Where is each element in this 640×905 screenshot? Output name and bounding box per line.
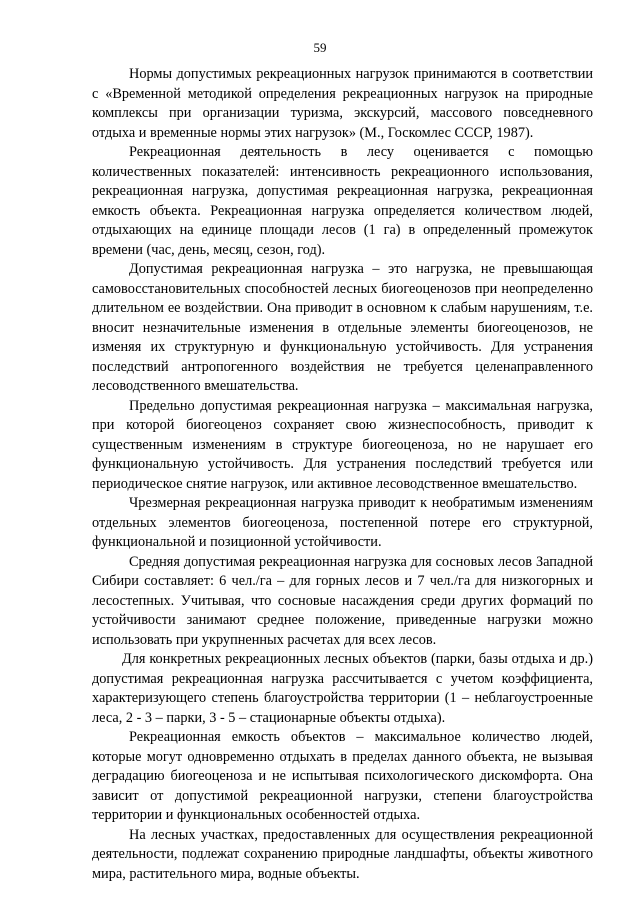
paragraph-permissible-load: Допустимая рекреационная нагрузка – это нагрузка, не превышающая самовосстановительных способностей лесных биогеоценозов при неопределенно длительном ее воздействии. Она приводит в основном к слабым нарушениям, т.е. вносит незначительные изменения в отдельные элементы биогеоценозов, не изменяя их структурную и функциональную устойчивость. Для устранения последствий антропогенного воздействия не требуется целенаправленного лесоводственного вмешательства.: [92, 261, 593, 394]
paragraph-excessive-load: Чрезмерная рекреационная нагрузка приводит к необратимым изменениям отдельных элементов биогеоценоза, постепенной потере его структурной, функциональной и позиционной устойчивости.: [92, 495, 593, 550]
paragraph-recreational-load-norms: Нормы допустимых рекреационных нагрузок принимаются в соответствии с «Временной методикой определения рекреационных нагрузок на природные комплексы при организации туризма, экскурсий, массового повседневного отдыха и временные нормы этих нагрузок» (М., Госкомлес СССР, 1987).: [92, 66, 593, 141]
paragraph-specific-objects-coefficient: Для конкретных рекреационных лесных объектов (парки, базы отдыха и др.) допустимая рекреационная нагрузка рассчитывается с учетом коэффициента, характеризующего степень благоустройства территории (1 – неблагоустроенные леса, 2 - 3 – парки, 3 - 5 – стационарные объекты отдыха).: [92, 651, 593, 726]
document-body: [92, 65, 593, 884]
page-number: 59: [313, 40, 327, 55]
paragraph-preservation-requirements: На лесных участках, предоставленных для осуществления рекреационной деятельности, подлежат сохранению природные ландшафты, объекты животного мира, растительного мира, водные объекты.: [92, 826, 593, 882]
paragraph-maximum-permissible-load: Предельно допустимая рекреационная нагрузка – максимальная нагрузка, при которой биогеоценоз сохраняет свою жизнеспособность, приводит к существенным изменениям в структуре биогеоценоза, но не нарушает его функциональную устойчивость. Для устранения последствий требуется или периодическое снятие нагрузок, или активное лесоводственное вмешательство.: [92, 397, 593, 492]
paragraph-average-load-western-siberia: Средняя допустимая рекреационная нагрузка для сосновых лесов Западной Сибири составляет: 6 чел./га – для горных лесов и 7 чел./га для низкогорных и лесостепных. Учитывая, что сосновые насаждения среди других формаций по устойчивости занимают среднее положение, приведенные нагрузки можно использовать при укрупненных расчетах для всех лесов.: [92, 553, 593, 648]
paragraph-recreational-activity-indicators: Рекреационная деятельность в лесу оценивается с помощью количественных показателей: интенсивность рекреационного использования, рекреационная нагрузка, допустимая рекреационная нагрузка, рекреационная емкость объекта. Рекреационная нагрузка определяется количеством людей, отдыхающих на единице площади лесов (1 га) в определенный промежуток времени (час, день, месяц, сезон, год).: [92, 144, 593, 258]
paragraph-recreational-capacity: Рекреационная емкость объектов – максимальное количество людей, которые могут одновременно отдыхать в пределах данного объекта, не вызывая деградацию биогеоценоза и не испытывая психологического дискомфорта. Она зависит от допустимой рекреационной нагрузки, степени благоустройства территории и функциональных особенностей отдыха.: [92, 729, 593, 823]
